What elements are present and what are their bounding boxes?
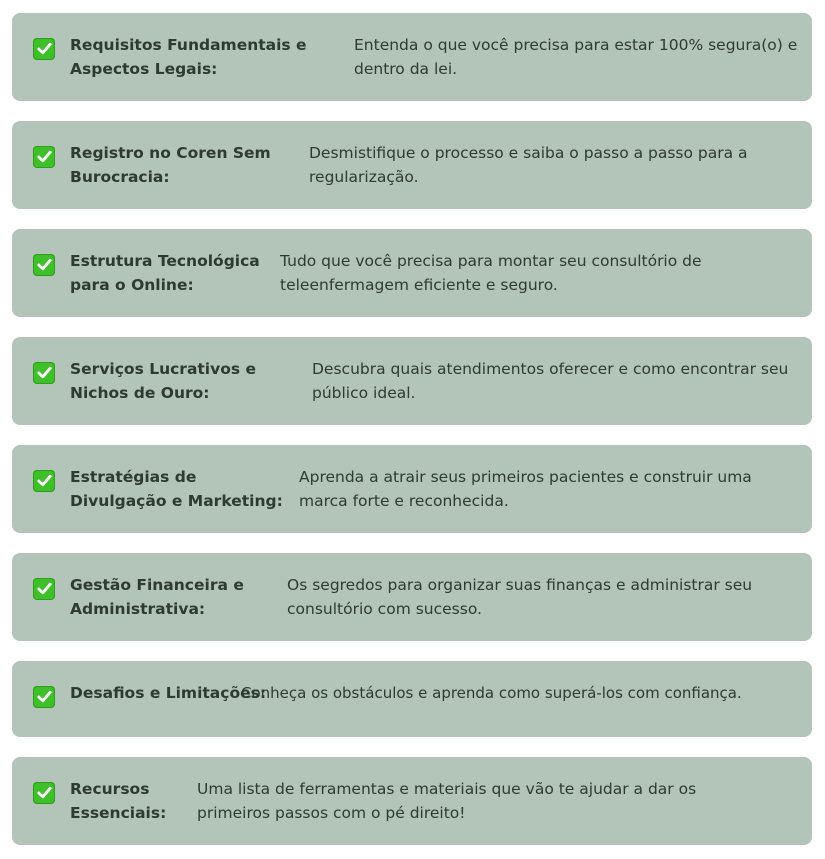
item-description: Tudo que você precisa para montar seu consultório de teleenfermagem eficiente e seguro. xyxy=(280,252,702,294)
item-title: Registro no Coren Sem Burocracia: xyxy=(70,144,271,186)
list-item xyxy=(12,757,812,845)
item-description: Descubra quais atendimentos oferecer e como encontrar seu público ideal. xyxy=(312,360,789,402)
item-description: Entenda o que você precisa para estar 100% segura(o) e dentro da lei. xyxy=(354,36,798,78)
item-title: Requisitos Fundamentais e Aspectos Legais: xyxy=(70,36,307,78)
check-mark-icon xyxy=(33,38,55,60)
list-item xyxy=(12,13,812,101)
item-title: Recursos Essenciais: xyxy=(70,780,167,822)
list-item xyxy=(12,121,812,209)
check-mark-icon xyxy=(33,470,55,492)
item-description: Desmistifique o processo e saiba o passo a passo para a regularização. xyxy=(309,144,748,186)
item-description: Os segredos para organizar suas finanças e administrar seu consultório com sucesso. xyxy=(287,576,753,618)
item-title: Serviços Lucrativos e Nichos de Ouro: xyxy=(70,360,257,402)
item-description: Aprenda a atrair seus primeiros pacientes e construir uma marca forte e reconhecida. xyxy=(299,468,752,510)
check-mark-icon xyxy=(33,782,55,804)
list-item xyxy=(12,445,812,533)
list-item xyxy=(12,337,812,425)
check-mark-icon xyxy=(33,146,55,168)
item-title: Desafios e Limitações: xyxy=(70,684,267,702)
item-title: Estratégias de Divulgação e Marketing: xyxy=(70,468,283,510)
item-description: Uma lista de ferramentas e materiais que vão te ajudar a dar os primeiros passos com o pé direito! xyxy=(197,780,697,822)
check-mark-icon xyxy=(33,686,55,708)
list-item xyxy=(12,229,812,317)
list-item xyxy=(12,553,812,641)
item-title: Estrutura Tecnológica para o Online: xyxy=(70,252,260,294)
item-description: Conheça os obstáculos e aprenda como superá-los com confiança. xyxy=(241,684,742,702)
list-item xyxy=(12,661,812,737)
item-title: Gestão Financeira e Administrativa: xyxy=(70,576,244,618)
check-mark-icon xyxy=(33,578,55,600)
check-mark-icon xyxy=(33,254,55,276)
check-mark-icon xyxy=(33,362,55,384)
